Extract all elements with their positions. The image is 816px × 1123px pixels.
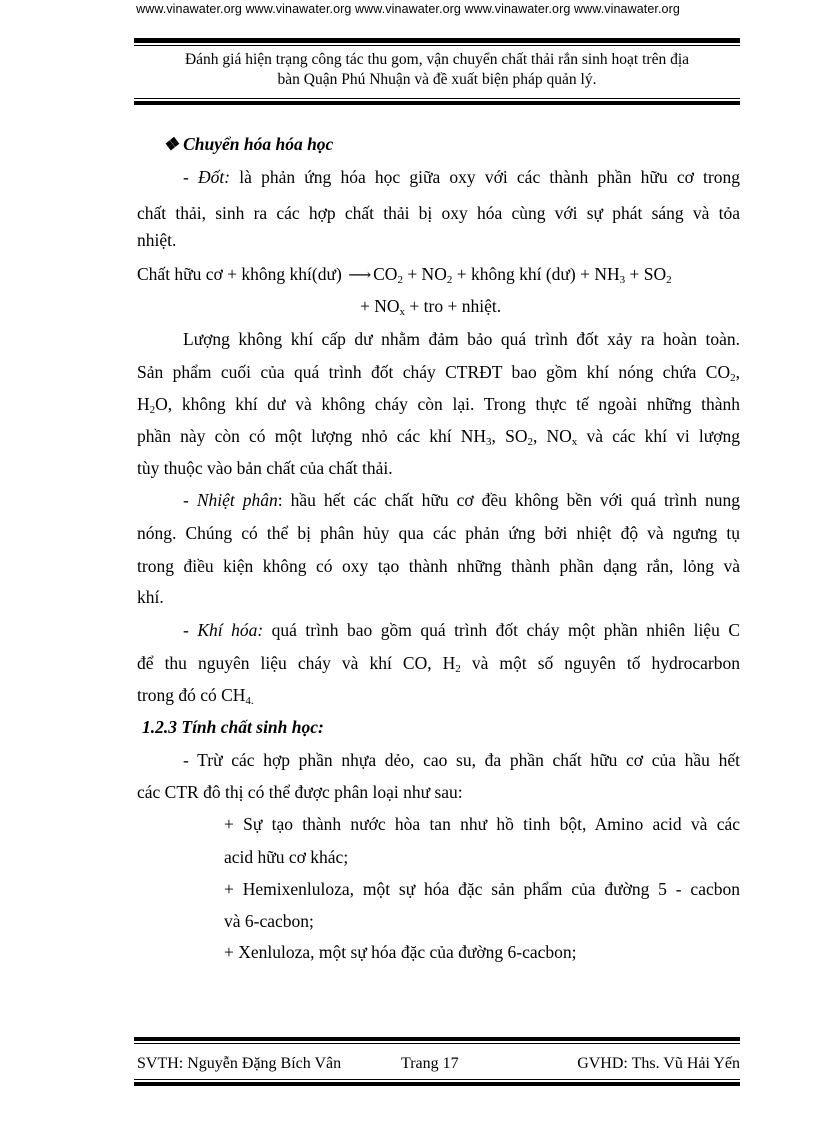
diamond-bullet-icon: ❖: [163, 134, 184, 154]
paragraph-line: nóng. Chúng có thể bị phân hủy qua các phản ứng bởi nhiệt độ và ngưng tụ: [137, 523, 740, 543]
header-rule-top-thin: [134, 45, 740, 46]
page-header: [134, 50, 740, 90]
header-rule-bottom-thin: [134, 98, 740, 99]
footer-page-number: Trang 17: [401, 1055, 459, 1072]
list-item: + Sự tạo thành nước hòa tan như hồ tinh bột, Amino acid và các: [224, 814, 740, 834]
paragraph-line: - Nhiệt phân: hầu hết các chất hữu cơ đều không bền với quá trình nung: [183, 490, 741, 510]
footer-rule-bottom-thin: [134, 1079, 740, 1080]
paragraph-line: phần này còn có một lượng nhỏ các khí $NH_3$, $SO_2$, $NO_x$ và các khí vi lượng: [137, 426, 741, 448]
term-label: - Khí hóa:: [183, 620, 264, 640]
header-title-line2: bàn Quận Phú Nhuận và đề xuất biện pháp quản lý.: [277, 71, 597, 88]
list-item: và 6-cacbon;: [224, 911, 314, 931]
paragraph-line: Sản phẩm cuối của quá trình đốt cháy CTRĐT bao gồm khí nóng chứa $CO_2$,: [137, 362, 740, 384]
paragraph-line: nhiệt.: [137, 230, 177, 250]
list-item: + Hemixenluloza, một sự hóa đặc sản phẩm của đường 5 - cacbon: [224, 879, 740, 899]
list-item: acid hữu cơ khác;: [224, 847, 349, 867]
watermark-text: www.vinawater.org www.vinawater.org www.vinawater.org www.vinawater.org www.vinawater.org: [136, 2, 680, 16]
paragraph-line: để thu nguyên liệu cháy và khí CO, $H_2$ và một số nguyên tố hydrocarbon: [137, 653, 740, 675]
paragraph-line: - Khí hóa: quá trình bao gồm quá trình đốt cháy một phần nhiên liệu C: [183, 620, 740, 640]
paragraph-line: trong điều kiện không có oxy tạo thành những thành phần dạng rắn, lỏng và: [137, 556, 740, 576]
paragraph-line: các CTR đô thị có thể được phân loại như sau:: [137, 782, 463, 802]
footer-rule-top-thin: [134, 1043, 740, 1044]
footer-advisor: GVHD: Ths. Vũ Hải Yến: [577, 1055, 740, 1072]
paragraph-line: chất thải, sinh ra các hợp chất thải bị oxy hóa cùng với sự phát sáng và tỏa: [137, 203, 740, 223]
section-heading-biological: 1.2.3 Tính chất sinh học:: [142, 717, 324, 737]
footer-student: SVTH: Nguyễn Đặng Bích Vân: [137, 1055, 342, 1072]
section-heading-chemical: [163, 134, 766, 154]
footer-rule-top: [134, 1037, 740, 1041]
list-item: + Xenluloza, một sự hóa đặc của đường 6-cacbon;: [224, 942, 577, 962]
paragraph-line: khí.: [137, 587, 164, 607]
paragraph-line: tùy thuộc vào bản chất của chất thải.: [137, 458, 393, 478]
paragraph-line: - Trừ các hợp phần nhựa dẻo, cao su, đa phần chất hữu cơ của hầu hết: [183, 750, 740, 770]
header-rule-bottom: [134, 101, 740, 105]
paragraph-line: Lượng không khí cấp dư nhằm đảm bảo quá trình đốt xảy ra hoàn toàn.: [183, 329, 740, 349]
equation-line-2: + $NO_x$ + tro + nhiệt.: [360, 296, 502, 318]
header-title-line1: Đánh giá hiện trạng công tác thu gom, vận chuyển chất thải rắn sinh hoạt trên địa: [184, 51, 690, 68]
term-label: - Đốt:: [183, 167, 231, 187]
footer-rule-bottom: [134, 1082, 740, 1086]
paragraph-line: - Đốt: là phản ứng hóa học giữa oxy với các thành phần hữu cơ trong: [183, 167, 740, 187]
section-heading-text: Chuyển hóa hóa học: [183, 134, 334, 154]
equation-line-1: Chất hữu cơ + không khí(dư) ⟶ $CO_2 + NO_2$ + không khí (dư) + $NH_3 + SO_2$: [137, 264, 672, 286]
reaction-arrow-icon: ⟶: [348, 267, 372, 284]
paragraph-line: $H_2O$, không khí dư và không cháy còn lại. Trong thực tế ngoài những thành: [137, 394, 740, 416]
header-rule-top: [134, 38, 740, 43]
term-label: Nhiệt phân: [196, 490, 278, 510]
paragraph-line: trong đó có $CH_{4.}$: [137, 685, 254, 707]
